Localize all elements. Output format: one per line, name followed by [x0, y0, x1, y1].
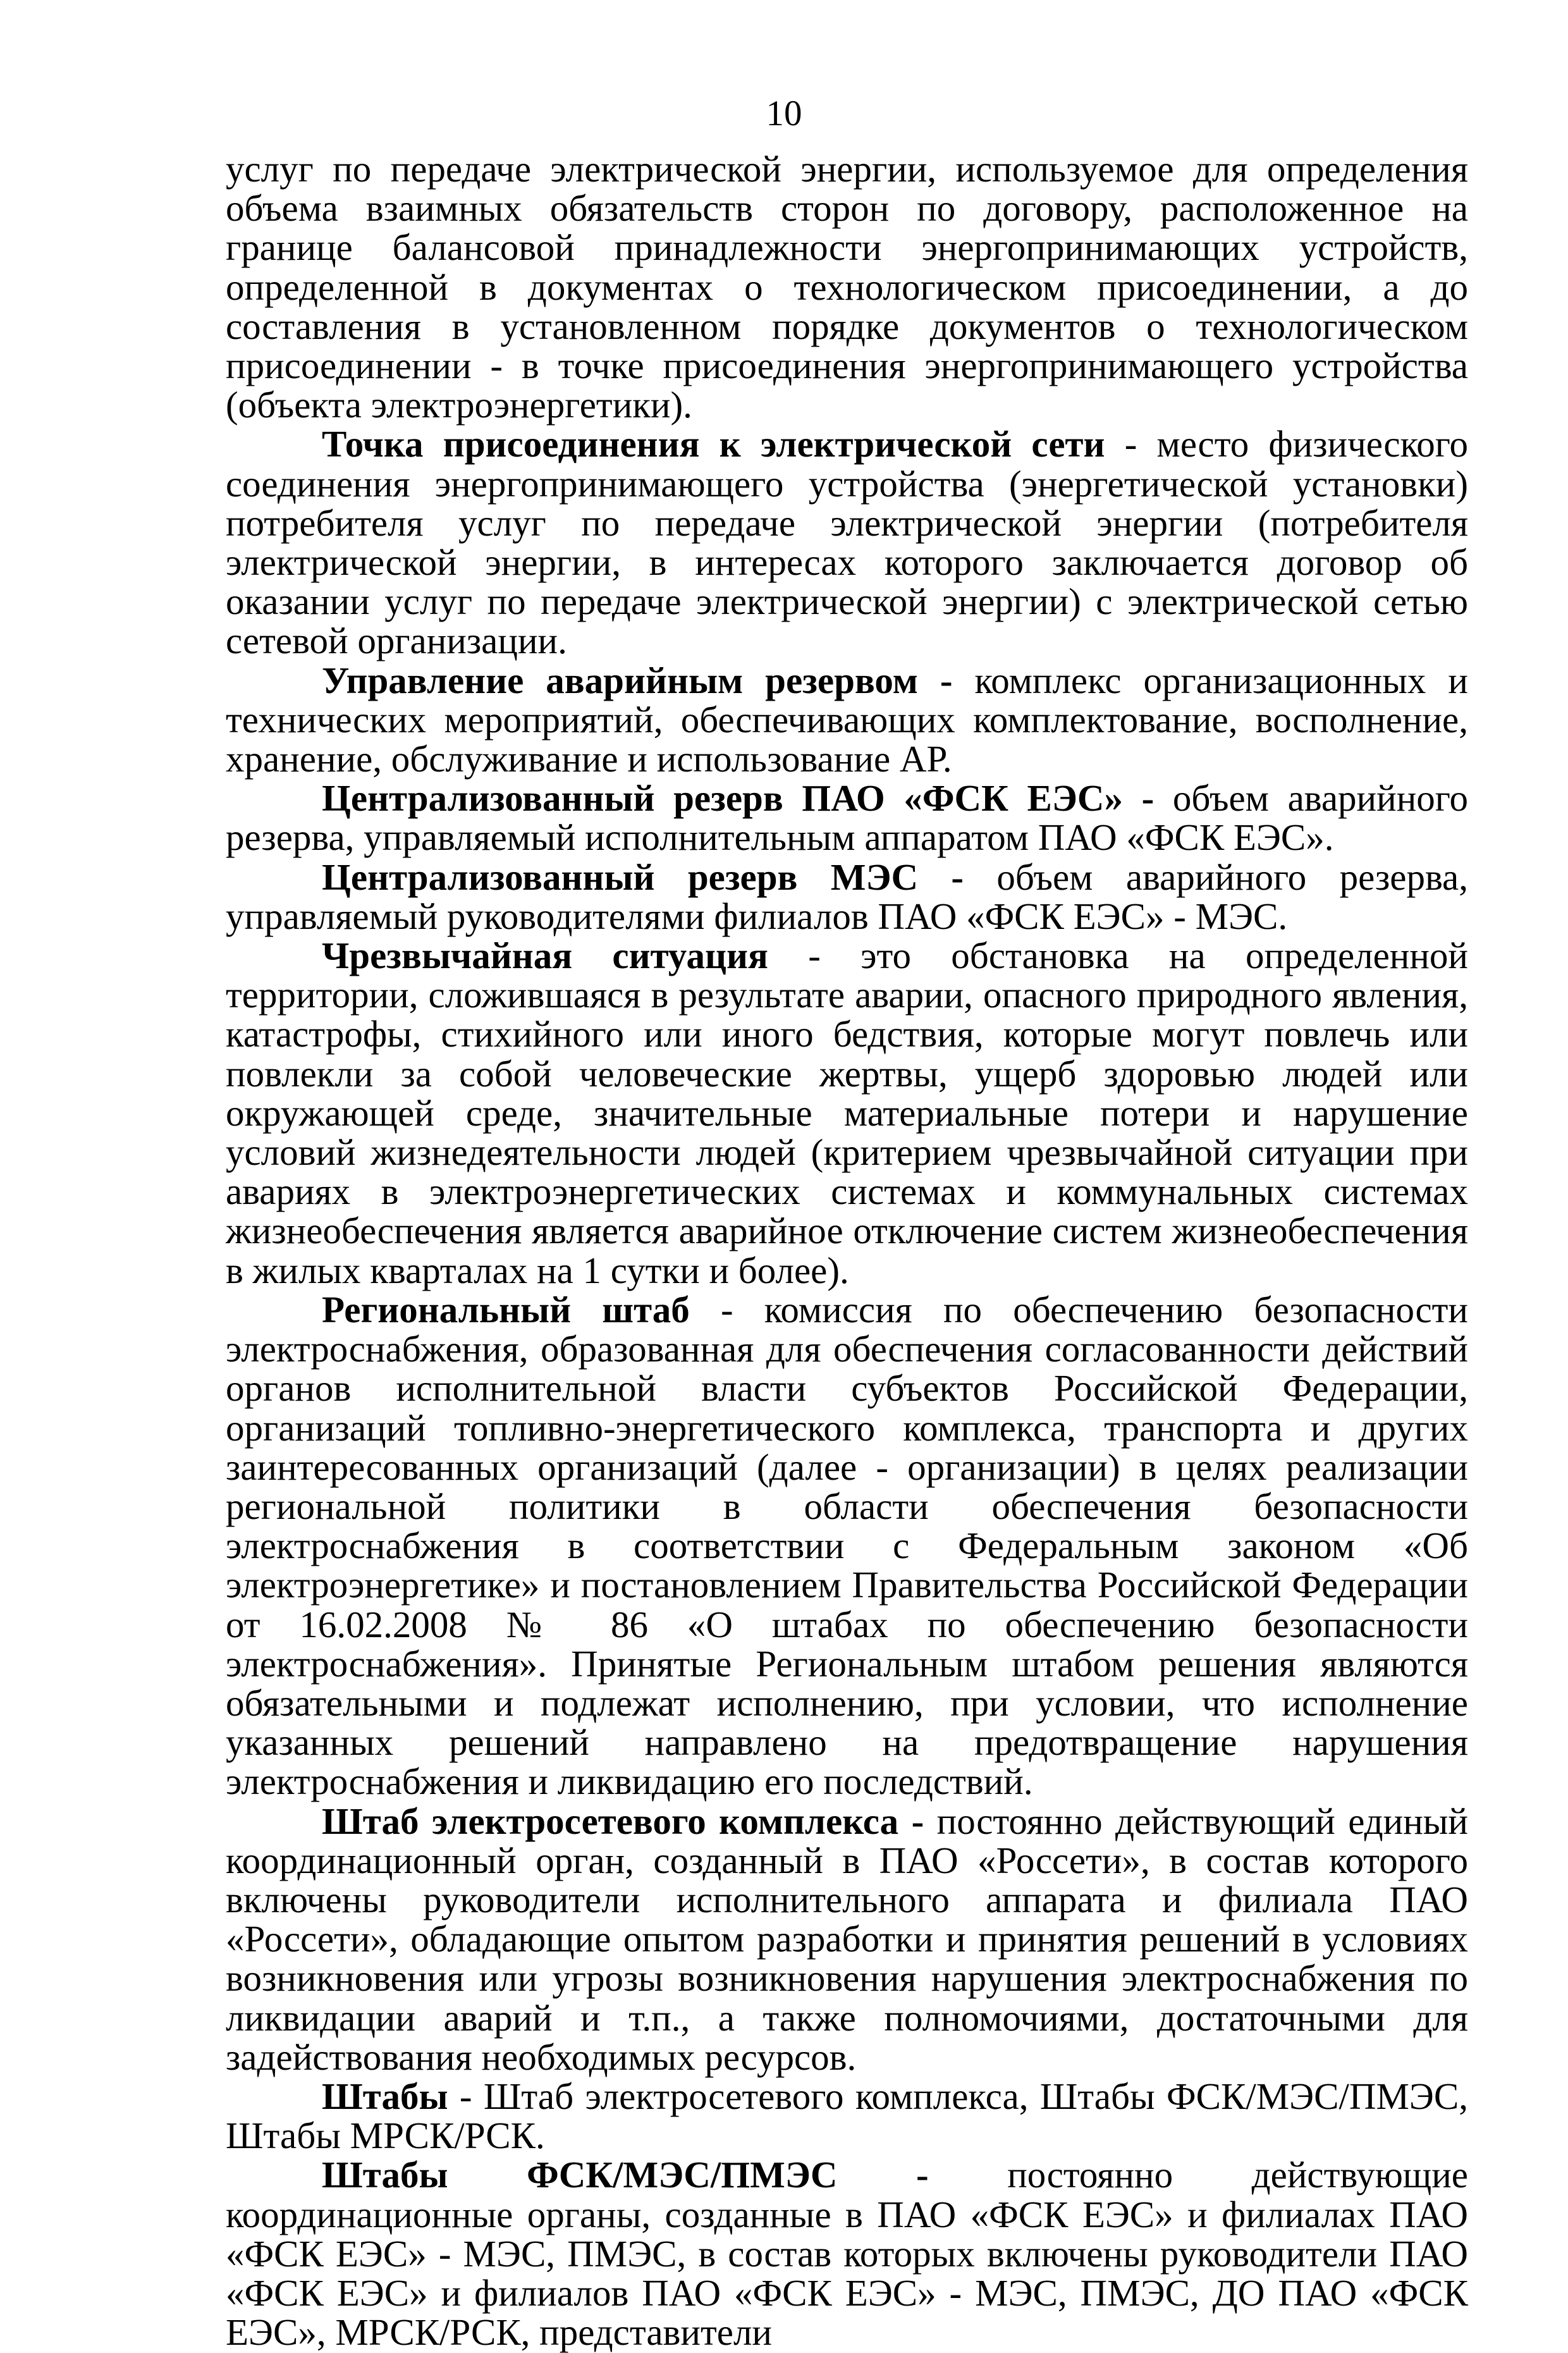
- term: Чрезвычайная ситуация: [322, 935, 768, 977]
- definition-text: - место физического соединения энергопринимающего устройства (энергетической установки) потребителя услуг по передаче электрической энергии (потребителя электрической энергии, в интересах которого заключается договор об оказании услуг по передаче электрической энергии) с электрической сетью сетевой организации.: [226, 423, 1468, 662]
- definition-fsk-mes-pmes-headquarters: [226, 2155, 1468, 2352]
- paragraph-text: услуг по передаче электрической энергии, используемое для определения объема взаимных обязательств сторон по договору, расположенное на границе балансовой принадлежности энергопринимающих устройств, определенной в документах о технологическом присоединении, а до составления в установленном порядке документов о технологическом присоединении - в точке присоединения энергопринимающего устройства (объекта электроэнергетики).: [226, 148, 1468, 426]
- term: Региональный штаб: [322, 1288, 690, 1330]
- definition-centralized-reserve-fsk: [226, 778, 1468, 857]
- term: Управление аварийным резервом -: [322, 659, 953, 701]
- term: Точка присоединения к электрической сети: [322, 423, 1105, 465]
- definition-connection-point: [226, 424, 1468, 660]
- definition-regional-headquarters: [226, 1290, 1468, 1802]
- definition-text: комплекс организационных и технических мероприятий, обеспечивающих комплектование, восполнение, хранение, обслуживание и использование АР.: [226, 659, 1468, 780]
- definition-emergency-reserve-management: [226, 661, 1468, 779]
- term: Штабы ФСК/МЭС/ПМЭС -: [322, 2154, 929, 2196]
- term: Штаб электросетевого комплекса -: [322, 1800, 924, 1842]
- term: Централизованный резерв МЭС -: [322, 856, 964, 898]
- definition-text: постоянно действующий единый координационный орган, созданный в ПАО «Россети», в состав которого включены руководители исполнительного аппарата и филиала ПАО «Россети», обладающие опытом разработки и принятия решений в условиях возникновения или угрозы возникновения нарушения электроснабжения по ликвидации аварий и т.п., а также полномочиями, достаточными для задействования необходимых ресурсов.: [226, 1800, 1468, 2078]
- term: Централизованный резерв ПАО «ФСК ЕЭС» -: [322, 777, 1155, 820]
- definition-text: - комиссия по обеспечению безопасности электроснабжения, образованная для обеспечения согласованности действий органов исполнительной власти субъектов Российской Федерации, организаций топливно-энергетического комплекса, транспорта и других заинтересованных организаций (далее - организации) в целях реализации региональной политики в области обеспечения безопасности электроснабжения в соответствии с Федеральным законом «Об электроэнергетике» и постановлением Правительства Российской Федерации от 16.02.2008 № 86 «О штабах по обеспечению безопасности электроснабжения». Принятые Региональным штабом решения являются обязательными и подлежат исполнению, при условии, что исполнение указанных решений направлено на предотвращение нарушения электроснабжения и ликвидацию его последствий.: [226, 1288, 1468, 1803]
- definition-text: объем аварийного резерва, управляемый руководителями филиалов ПАО «ФСК ЕЭС» - МЭС.: [226, 856, 1468, 937]
- definition-grid-complex-headquarters: [226, 1802, 1468, 2077]
- paragraph-continuation: [226, 149, 1468, 424]
- definition-centralized-reserve-mes: [226, 857, 1468, 936]
- definition-text: - Штаб электросетевого комплекса, Штабы ФСК/МЭС/ПМЭС, Штабы МРСК/РСК.: [226, 2075, 1468, 2157]
- definition-headquarters: [226, 2077, 1468, 2155]
- term: Штабы: [322, 2075, 448, 2117]
- page-number: 10: [766, 94, 802, 133]
- definition-text: постоянно действующие координационные органы, созданные в ПАО «ФСК ЕЭС» и филиалах ПАО «ФСК ЕЭС» - МЭС, ПМЭС, в состав которых включены руководители ПАО «ФСК ЕЭС» и филиалов ПАО «ФСК ЕЭС» - МЭС, ПМЭС, ДО ПАО «ФСК ЕЭС», МРСК/РСК, представители: [226, 2154, 1468, 2353]
- definition-text: объем аварийного резерва, управляемый исполнительным аппаратом ПАО «ФСК ЕЭС».: [226, 777, 1468, 859]
- definition-emergency-situation: [226, 936, 1468, 1290]
- document-body: [226, 149, 1468, 2352]
- definition-text: - это обстановка на определенной территории, сложившаяся в результате аварии, опасного природного явления, катастрофы, стихийного или иного бедствия, которые могут повлечь или повлекли за собой человеческие жертвы, ущерб здоровью людей или окружающей среде, значительные материальные потери и нарушение условий жизнедеятельности людей (критерием чрезвычайной ситуации при авариях в электроэнергетических системах и коммунальных системах жизнеобеспечения является аварийное отключение систем жизнеобеспечения в жилых кварталах на 1 сутки и более).: [226, 935, 1468, 1291]
